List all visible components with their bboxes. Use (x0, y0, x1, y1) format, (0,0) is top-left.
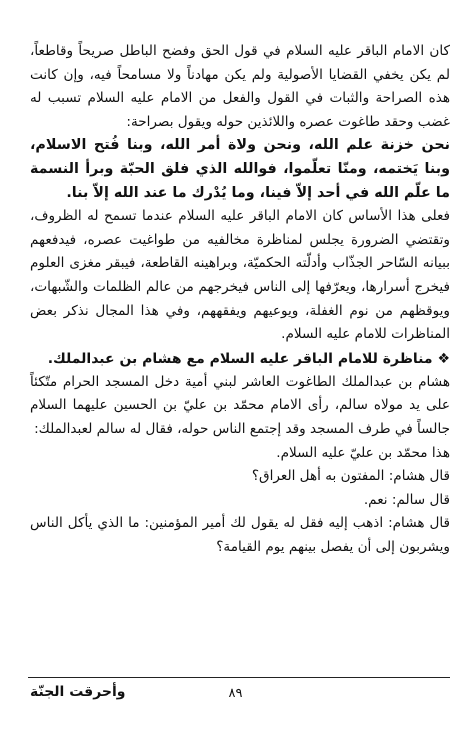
imam-quote: نحن خزنة علم الله، ونحن ولاة أمر الله، وبنا فُتح الاسلام، وبنا يَختمه، ومنّا تعلّموا، فوالله الذي فلق الحبّة وبرأ النسمة ما علّم الله في أحد إلاّ فينا، وما يُدْرك ما عند الله إلاّ بنا. (30, 137, 450, 201)
dialogue-line-1: هذا محمّد بن عليّ عليه السلام. (276, 444, 450, 461)
dialogue-line-3: قال سالم: نعم. (363, 491, 450, 508)
page-body (30, 40, 450, 559)
book-title: وأحرقت الجنّة (30, 684, 126, 700)
section-heading: ❖ مناظرة للامام الباقر عليه السلام مع هشام بن عبدالملك. (47, 350, 450, 367)
page-number: ٨٩ (228, 686, 243, 701)
dialogue-line-2: قال هشام: المفتون به أهل العراق؟ (251, 468, 450, 485)
paragraph-intro: كان الامام الباقر عليه السلام في قول الحق وفضح الباطل صريحاً وقاطعاً، لم يكن يخفي القضايا الأصولية ولم يكن مهادناً ولا مسامحاً فيه، وإن كانت هذه الصراحة والثبات في القول والفعل من الامام عليه السلام تسبب له غضب وحقد طاغوت عصره واللائذين حوله ويقول بصراحة: (30, 43, 450, 130)
dialogue-line-4: قال هشام: اذهب إليه فقل له يقول لك أمير المؤمنين: ما الذي يأكل الناس ويشربون إلى أن يفصل بينهم يوم القيامة؟ (30, 515, 450, 555)
footer-divider (28, 677, 450, 678)
paragraph-debates: فعلى هذا الأساس كان الامام الباقر عليه السلام عندما تسمح له الظروف، وتقتضي الضرورة يجلس لمناظرة مخالفيه من طواغيت عصره، فيدفعهم ببيانه السّاحر الجذّاب وأدلّته الحكميّة، وبراهينه القاطعة، فيبقر مغزى العلوم فيخرج أسرارها، ويعرّفها إلى الناس فيخرجهم من عالم الظلمات والشّبهات، ويوقظهم من نوم الغفلة، ويوعيهم ويفقههم، وفي هذا المجال نذكر بعض المناظرات للامام عليه السلام. (30, 208, 450, 343)
paragraph-hisham: هشام بن عبدالملك الطاغوت العاشر لبني أمية دخل المسجد الحرام متّكئاً على يد مولاه سالم، رأى الامام محمّد بن عليّ بن الحسين عليهما السلام جالساً في طرف المسجد وقد إجتمع الناس حوله، فقال له سالم لعبدالملك: (30, 373, 450, 437)
